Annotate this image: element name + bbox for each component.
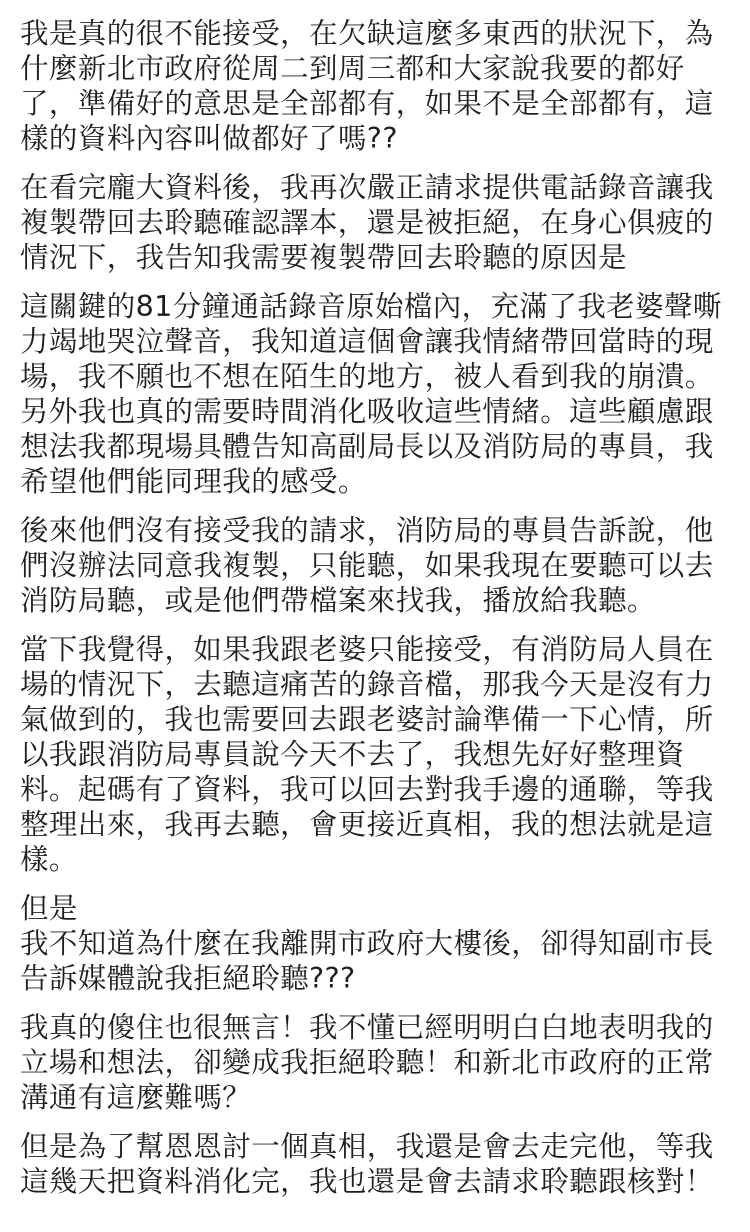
post-text-line: 告訴媒體說我拒絕聆聽??? <box>20 962 356 995</box>
post-paragraph <box>20 1129 732 1199</box>
post-text-line: 力竭地哭泣聲音，我知道這個會讓我情緒帶回當時的現 <box>20 325 714 358</box>
post-text-line: 我不知道為什麼在我離開市政府大樓後，卻得知副市長 <box>20 927 714 960</box>
post-paragraph <box>20 513 732 618</box>
post-text-line: 另外我也真的需要時間消化吸收這些情緒。這些顧慮跟 <box>20 395 714 428</box>
post-text-line: 場的情況下，去聽這痛苦的錄音檔，那我今天是沒有力 <box>20 668 714 701</box>
post-text-line: 複製帶回去聆聽確認譯本，還是被拒絕，在身心俱疲的 <box>20 206 714 239</box>
post-text-line: 樣。 <box>20 843 78 876</box>
post-paragraph <box>20 891 732 996</box>
post-text-line: 想法我都現場具體告知高副局長以及消防局的專員，我 <box>20 430 714 463</box>
post-text-line: 消防局聽，或是他們帶檔案來找我，播放給我聽。 <box>20 584 656 617</box>
post-text-line: 在看完龐大資料後，我再次嚴正請求提供電話錄音讓我 <box>20 171 714 204</box>
post-text-line: 這幾天把資料消化完，我也還是會去請求聆聽跟核對！ <box>20 1165 714 1198</box>
post-paragraph <box>20 1010 732 1115</box>
post-paragraph <box>20 16 732 156</box>
post-text-line: 整理出來，我再去聽，會更接近真相，我的想法就是這 <box>20 808 714 841</box>
post-text-line: 以我跟消防局專員說今天不去了，我想先好好整理資 <box>20 738 685 771</box>
post-text-line: 立場和想法，卻變成我拒絕聆聽！和新北市政府的正常 <box>20 1046 714 1079</box>
post-text-line: 我真的傻住也很無言！我不懂已經明明白白地表明我的 <box>20 1011 714 1044</box>
post-paragraph <box>20 170 732 275</box>
post-text-line: 後來他們沒有接受我的請求，消防局的專員告訴說，他 <box>20 514 714 547</box>
post-paragraph <box>20 632 732 877</box>
post-text-line: 料。起碼有了資料，我可以回去對我手邊的通聯，等我 <box>20 773 714 806</box>
post-paragraph <box>20 289 732 499</box>
post-text-line: 場，我不願也不想在陌生的地方，被人看到我的崩潰。 <box>20 360 714 393</box>
post-text-line: 了，準備好的意思是全部都有，如果不是全部都有，這 <box>20 87 714 120</box>
post-text-line: 但是 <box>20 892 78 925</box>
post-text-line: 溝通有這麼難嗎？ <box>20 1081 252 1114</box>
post-text-line: 當下我覺得，如果我跟老婆只能接受，有消防局人員在 <box>20 633 714 666</box>
post-text-line: 但是為了幫恩恩討一個真相，我還是會去走完他，等我 <box>20 1130 714 1163</box>
post-text-line: 這關鍵的81分鐘通話錄音原始檔內，充滿了我老婆聲嘶 <box>20 290 722 323</box>
post-text-line: 們沒辦法同意我複製，只能聽，如果我現在要聽可以去 <box>20 549 714 582</box>
post-text-line: 希望他們能同理我的感受。 <box>20 465 367 498</box>
post-text-line: 情況下，我告知我需要複製帶回去聆聽的原因是 <box>20 241 627 274</box>
post-text-line: 樣的資料內容叫做都好了嗎?? <box>20 122 398 155</box>
post-body <box>20 16 732 1213</box>
post-text-line: 什麼新北市政府從周二到周三都和大家說我要的都好 <box>20 52 685 85</box>
post-text-line: 我是真的很不能接受，在欠缺這麼多東西的狀況下，為 <box>20 17 714 50</box>
post-text-line: 氣做到的，我也需要回去跟老婆討論準備一下心情，所 <box>20 703 714 736</box>
